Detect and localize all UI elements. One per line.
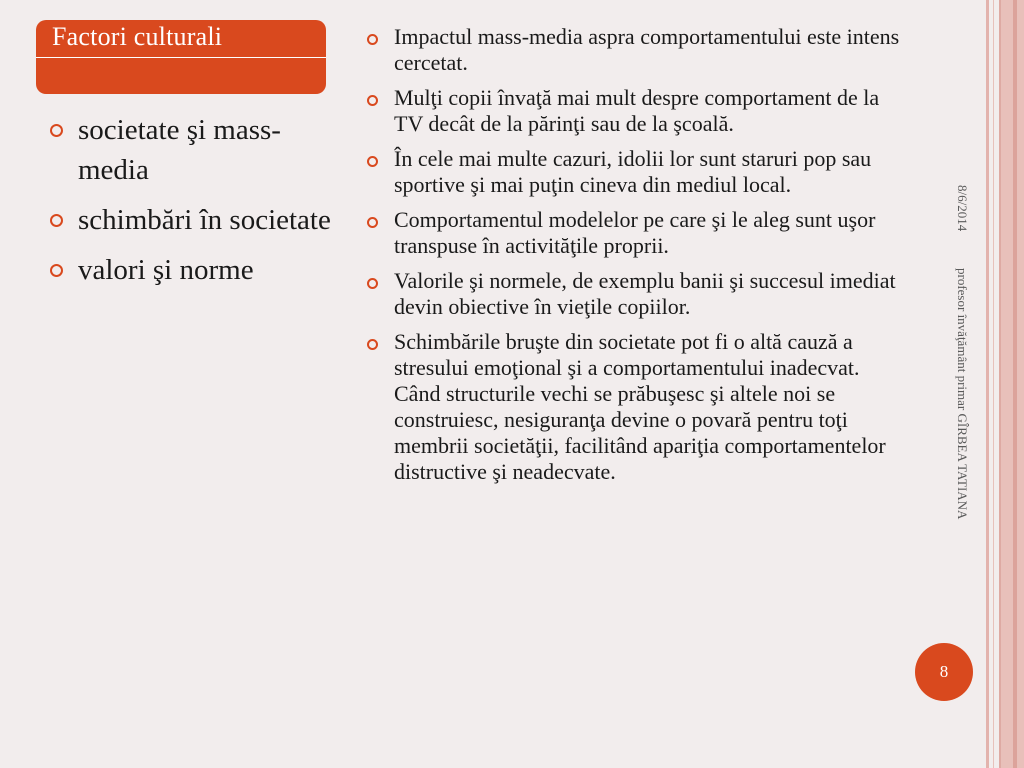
list-item: În cele mai multe cazuri, idolii lor sunt staruri pop sau sportive şi mai puţin cineva din mediul local. [366,146,906,198]
slide-title: Factori culturali [52,22,223,51]
list-item: Schimbările bruşte din societate pot fi o altă cauză a stresului emoţional şi a comportamentului inadecvat. Când structurile vechi se prăbuşesc şi altele noi se construiesc, nesiguranţa devine o povară pentru toţi membrii societăţii, facilitând apariţia comportamentelor distructive şi neadecvate. [366,329,906,485]
right-bullet-list [366,24,906,494]
list-item: Comportamentul modelelor pe care şi le aleg sunt uşor transpuse în activităţile proprii. [366,207,906,259]
list-item: Mulţi copii învaţă mai mult despre comportament de la TV decât de la părinţi sau de la şcoală. [366,85,906,137]
left-bullet-list [48,110,338,300]
list-item: Impactul mass-media aspra comportamentului este intens cercetat. [366,24,906,76]
decorative-stripe [993,0,994,768]
list-item: Valorile şi normele, de exemplu banii şi succesul imediat devin obiective în vieţile copiilor. [366,268,906,320]
title-divider [36,57,326,58]
list-item: societate şi mass-media [48,110,338,190]
decorative-stripe [986,0,989,768]
page-number-badge [915,643,973,701]
decorative-stripe [999,0,1024,768]
list-item: valori şi norme [48,250,338,290]
list-item: schimbări în societate [48,200,338,240]
slide-date: 8/6/2014 [955,185,970,232]
decorative-stripe [1013,0,1017,768]
page-number: 8 [939,662,949,681]
slide-author: profesor învăţământ primar GÎRBEA TATIANA [955,268,970,520]
